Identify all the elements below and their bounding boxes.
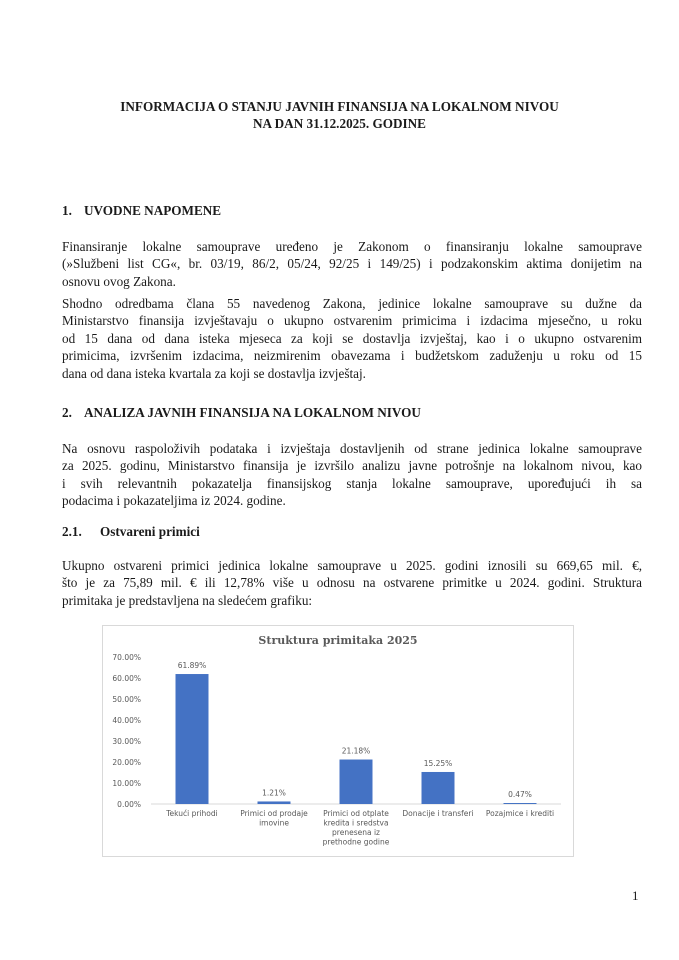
category-label-line: Primici od otplate — [323, 809, 389, 818]
data-label: 1.21% — [262, 788, 286, 798]
text-line: (»Službeni list CG«, br. 03/19, 86/2, 05/24, 92/25 i 149/25) i podzakonskim aktima donijetim na — [62, 256, 642, 272]
text-line: osnovu ovog Zakona. — [62, 273, 176, 289]
section-2-title: ANALIZA JAVNIH FINANSIJA NA LOKALNOM NIVOU — [84, 405, 421, 420]
text-line: Ministarstvo finansija izvještavaju o ukupno ostvarenim primicima i izdacima mjesečno, u roku — [62, 313, 642, 329]
y-tick-label: 10.00% — [112, 779, 141, 788]
y-tick-label: 50.00% — [112, 695, 141, 704]
section-1-paragraph-2 — [62, 295, 642, 382]
section-2-1-title: Ostvareni primici — [100, 524, 200, 539]
category-label-line: prethodne godine — [322, 837, 390, 847]
category-label — [240, 809, 308, 828]
category-label — [486, 809, 554, 818]
category-label-line: Primici od prodaje — [240, 809, 308, 818]
category-label — [323, 809, 390, 847]
category-label-line: Donacije i transferi — [402, 809, 474, 818]
document-title-line-1: INFORMACIJA O STANJU JAVNIH FINANSIJA NA LOKALNOM NIVOU — [120, 99, 559, 114]
bar — [258, 801, 291, 804]
data-label: 21.18% — [341, 746, 371, 756]
section-2-1-number: 2.1. — [62, 524, 82, 539]
section-1-heading — [62, 203, 221, 219]
category-label-line: imovine — [259, 818, 289, 828]
bar — [340, 760, 373, 804]
text-line: Finansiranje lokalne samouprave uređeno je Zakonom o finansiranju lokalne samouprave — [62, 239, 642, 254]
text-line: od 15 dana od dana isteka mjeseca za koji se dostavlja izvještaj, kao i o ukupno ostvarenim — [62, 330, 642, 346]
bar-chart — [103, 626, 573, 856]
bar — [504, 803, 537, 804]
section-2-heading — [62, 405, 421, 421]
y-tick-label: 0.00% — [117, 800, 141, 809]
y-tick-label: 60.00% — [112, 674, 141, 683]
section-2-1-heading — [62, 524, 200, 540]
data-label: 61.89% — [177, 661, 207, 671]
section-2-number: 2. — [62, 405, 72, 420]
text-line: dana od dana isteka kvartala za koji se dostavlja izvještaj. — [62, 365, 366, 381]
text-line: primicima, izvršenim izdacima, neizmirenim obavezama i budžetskom zaduženju u roku od 15 — [62, 348, 642, 364]
data-label: 15.25% — [423, 758, 453, 768]
chart-title: Struktura primitaka 2025 — [258, 634, 418, 647]
bar — [176, 674, 209, 804]
text-line: Ukupno ostvareni primici jedinica lokalne samouprave u 2025. godini iznosili su 669,65 mil. €, — [62, 558, 642, 573]
page-number: 1 — [632, 888, 639, 903]
text-line: podacima i pokazateljima iz 2024. godine. — [62, 493, 286, 509]
category-label-line: prenesena iz — [332, 828, 380, 837]
category-label — [402, 809, 473, 818]
y-tick-label: 30.00% — [112, 737, 141, 746]
chart-container — [102, 625, 574, 857]
text-line: Shodno odredbama člana 55 navedenog Zakona, jedinice lokalne samouprave su dužne da — [62, 296, 642, 311]
category-label-line: Tekući prihodi — [166, 809, 218, 818]
y-tick-label: 70.00% — [112, 653, 141, 662]
text-line: i svih relevantnih pokazatelja finansijskog stanja lokalne samouprave, upoređujući ih sa — [62, 475, 642, 491]
category-label-line: Pozajmice i krediti — [485, 809, 555, 818]
data-label: 0.47% — [508, 790, 532, 800]
text-line: Na osnovu raspoloživih podataka i izvještaja dostavljenih od strane jedinica lokalne samouprave — [62, 441, 642, 456]
category-label-line: kredita i sredstva — [323, 818, 389, 828]
text-line: za 2025. godinu, Ministarstvo finansija je izvršilo analizu javne potrošnje na lokalnom nivou, kao — [62, 458, 642, 474]
text-line: što je za 75,89 mil. € ili 12,78% više u odnosu na ostvarene primitke u 2024. godini. Struktura — [62, 575, 642, 591]
bar — [422, 772, 455, 804]
y-tick-label: 40.00% — [112, 716, 141, 725]
section-1-paragraph-1 — [62, 238, 642, 290]
y-tick-label: 20.00% — [112, 758, 141, 767]
category-label — [165, 809, 218, 818]
document-title-line-2: NA DAN 31.12.2025. GODINE — [253, 116, 426, 131]
text-line: primitaka je predstavljena na sledećem grafiku: — [62, 592, 313, 608]
section-2-1-paragraph-1 — [62, 557, 642, 609]
section-1-number: 1. — [62, 203, 72, 218]
section-2-paragraph-1 — [62, 440, 642, 510]
section-1-title: UVODNE NAPOMENE — [84, 203, 222, 218]
